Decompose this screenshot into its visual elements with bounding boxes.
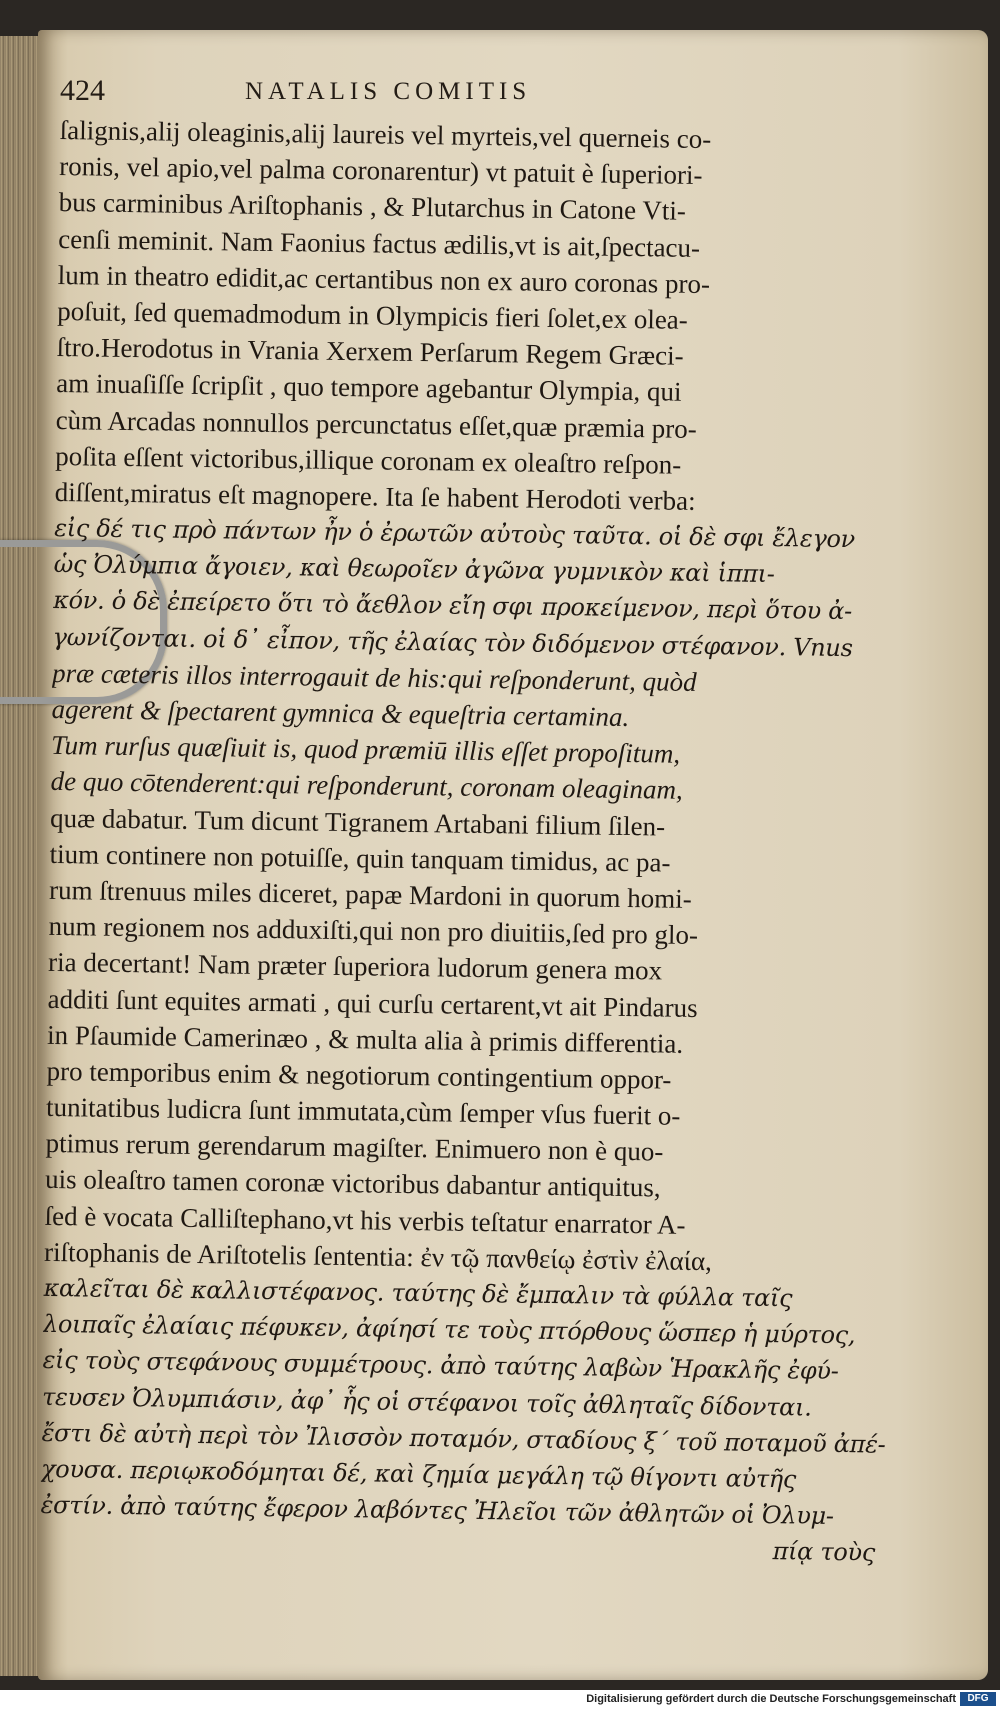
text-line: riſtophanis de Ariſtotelis ſententia: ἐν τῷ πανθείῳ ἐστὶν ἐλαία,	[43, 1236, 713, 1277]
text-line: diſſent,miratus eſt magnopere. Ita ſe habent Herodoti verba:	[54, 476, 696, 516]
greek-line: τευσεν Ὀλυμπιάσιν, ἀφ᾽ ἧς οἱ στέφανοι τοῖς ἀθληταῖς δίδονται.	[41, 1382, 812, 1422]
catchword: πίᾳ τοὺς	[772, 1537, 876, 1567]
text-line: cùm Arcadas nonnullos percunctatus eſſet,quæ præmia pro-	[55, 404, 697, 444]
text-line: ronis, vel apio,vel palma coronarentur) vt patuit è ſuperiori-	[59, 151, 703, 191]
italic-line: agerent & ſpectarent gymnica & equeſtria certamina.	[51, 693, 630, 733]
text-line: ſtro.Herodotus in Vrania Xerxem Perſarum Regem Græci-	[56, 332, 684, 371]
page-number: 424	[60, 74, 105, 107]
text-line: tunitatibus ludicra ſunt immutata,cùm ſemper vſus fuerit o-	[45, 1091, 681, 1131]
footer-credit: Digitalisierung gefördert durch die Deutsche Forschungsgemeinschaft	[586, 1693, 956, 1705]
text-line: poſita eſſent victoribus,illique coronam ex oleaſtro reſpon-	[54, 440, 682, 480]
running-head	[60, 74, 890, 110]
text-line: cenſi meminit. Nam Faonius factus ædilis,vt is ait,ſpectacu-	[58, 223, 701, 263]
text-block	[40, 112, 905, 1571]
text-line: tium continere non potuiſſe, quin tanquam timidus, ac pa-	[49, 838, 671, 878]
text-line: uis oleaſtro tamen coronæ victoribus dabantur antiquitus,	[44, 1164, 661, 1203]
text-line: ſed è vocata Calliſtephano,vt his verbis teſtatur enarrator A-	[44, 1200, 686, 1240]
dfg-logo-icon: DFG	[960, 1692, 996, 1706]
italic-line: Tum rurſus quæſiuit is, quod præmiū illis eſſet propoſitum,	[50, 730, 681, 769]
greek-line: κόν. ὁ δὲ ἐπείρετο ὅτι τὸ ἄεθλον εἴη σφι προκείμενον, περὶ ὅτου ἀ-	[52, 586, 853, 626]
greek-line: λοιπαῖς ἐλαίαις πέφυκεν, ἀφίησί τε τοὺς πτόρθους ὥσπερ ἡ μύρτος,	[42, 1310, 856, 1350]
text-line: additi ſunt equites armati , qui curſu certarent,vt ait Pindarus	[47, 983, 698, 1023]
text-line: am inuaſiſſe ſcripſit , quo tempore agebantur Olympia, qui	[56, 368, 682, 408]
greek-line: καλεῖται δὲ καλλιστέφανος. ταύτης δὲ ἔμπαλιν τὰ φύλλα ταῖς	[43, 1273, 793, 1313]
text-line: ria decertant! Nam præter ſuperiora ludorum genera mox	[47, 947, 663, 986]
text-line: quæ dabatur. Tum dicunt Tigranem Artabani filium ſilen-	[49, 802, 666, 842]
text-line: ſalignis,alij oleaginis,alij laureis vel myrteis,vel querneis co-	[59, 114, 712, 155]
italic-line: de quo cōtenderent:qui reſponderunt, coronam oleaginam,	[50, 766, 683, 806]
text-line: ptimus rerum gerendarum magiſter. Enimuero non è quo-	[45, 1128, 664, 1167]
greek-line: εἰς δέ τις πρὸ πάντων ἦν ὁ ἐρωτῶν αὐτοὺς ταῦτα. οἱ δὲ σφι ἔλεγον	[53, 514, 856, 554]
text-line: rum ſtrenuus miles diceret, papæ Mardoni in quorum homi-	[48, 874, 692, 914]
greek-line: ὡς Ὀλύμπια ἄγοιεν, καὶ θεωροῖεν ἀγῶνα γυμνικὸν καὶ ἱππι-	[53, 550, 775, 589]
greek-line: εἰς τοὺς στεφάνους συμμέτρους. ἀπὸ ταύτης λαβὼν Ἡρακλῆς ἐφύ-	[42, 1346, 839, 1386]
footer-bar	[0, 1690, 1000, 1709]
greek-line: χουσα. περιῳκοδόμηται δέ, καὶ ζημία μεγάλη τῷ θίγοντι αὐτῆς	[40, 1454, 797, 1494]
text-line: num regionem nos adduxiſti,qui non pro diuitiis,ſed pro glo-	[48, 911, 699, 951]
text-line: bus carminibus Ariſtophanis , & Plutarchus in Catone Vti-	[58, 187, 687, 227]
text-line: in Pſaumide Camerinæo , & multa alia à primis differentia.	[46, 1019, 684, 1059]
greek-line: γωνίζονται. οἱ δ᾽ εἶπον, τῆς ἐλαίας τὸν διδόμενον στέφανον. Vnus	[52, 622, 853, 662]
text-line: poſuit, ſed quemadmodum in Olympicis fieri ſolet,ex olea-	[57, 295, 688, 335]
text-line: lum in theatro edidit,ac certantibus non ex auro coronas pro-	[57, 259, 711, 299]
greek-line: ἐστίν. ἀπὸ ταύτης ἔφερον λαβόντες Ἠλεῖοι τῶν ἀθλητῶν οἱ Ὀλυμ-	[40, 1490, 834, 1531]
text-line: pro temporibus enim & negotiorum contingentium oppor-	[46, 1055, 672, 1095]
greek-line: ἔστι δὲ αὐτὴ περὶ τὸν Ἰλισσὸν ποταμόν, σταδίους ξ΄ τοῦ ποταμοῦ ἀπέ-	[41, 1418, 886, 1459]
italic-line: præ cæteris illos interrogauit de his:qui reſponderunt, quòd	[51, 657, 697, 697]
running-title: NATALIS COMITIS	[245, 78, 532, 105]
